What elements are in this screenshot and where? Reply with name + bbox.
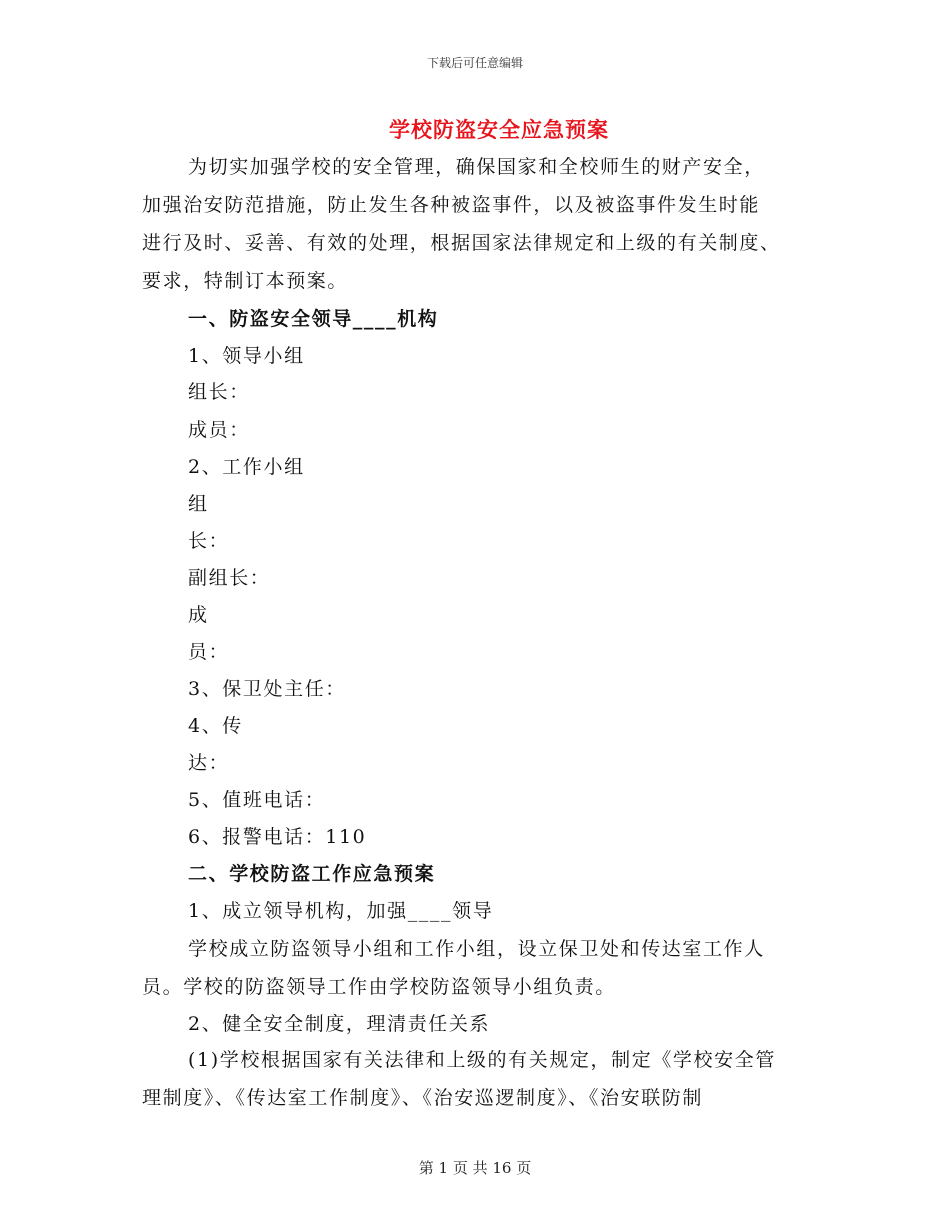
paragraph-line: 加强治安防范措施，防止发生各种被盗事件，以及被盗事件发生时能 — [142, 194, 761, 216]
list-item: 成员： — [188, 419, 250, 441]
list-item: 6、报警电话：110 — [188, 826, 367, 848]
paragraph-line: 为切实加强学校的安全管理，确保国家和全校师生的财产安全， — [188, 156, 765, 178]
list-item: 组 — [188, 493, 209, 515]
document-title: 学校防盗安全应急预案 — [389, 117, 609, 142]
list-item: 2、工作小组 — [188, 456, 305, 478]
list-item: 3、保卫处主任： — [188, 678, 346, 700]
list-item: 员： — [188, 641, 230, 663]
list-item: 1、成立领导机构，加强____领导 — [188, 900, 494, 922]
list-item: 5、值班电话： — [188, 789, 326, 811]
header-note: 下载后可任意编辑 — [426, 56, 523, 70]
section-heading: 一、防盗安全领导____机构 — [188, 308, 439, 330]
list-item: 成 — [188, 604, 209, 626]
list-item: 副组长： — [188, 567, 271, 589]
section-heading: 二、学校防盗工作应急预案 — [188, 863, 436, 885]
list-item: 2、健全安全制度，理清责任关系 — [188, 1013, 491, 1035]
list-item: 4、传 — [188, 715, 243, 737]
page-footer: 第 1 页 共 16 页 — [418, 1159, 532, 1177]
list-item: 达： — [188, 752, 230, 774]
list-item: 长： — [188, 530, 230, 552]
paragraph-line: 理制度》、《传达室工作制度》、《治安巡逻制度》、《治安联防制 — [142, 1087, 704, 1109]
paragraph-line: 要求，特制订本预案。 — [142, 270, 349, 292]
paragraph-line: 学校成立防盗领导小组和工作小组，设立保卫处和传达室工作人 — [188, 938, 765, 960]
paragraph-line: 员。学校的防盗领导工作由学校防盗领导小组负责。 — [142, 976, 616, 998]
list-item: 组长： — [188, 381, 250, 403]
list-item: 1、领导小组 — [188, 345, 305, 367]
paragraph-line: 进行及时、妥善、有效的处理，根据国家法律规定和上级的有关制度、 — [142, 232, 781, 254]
paragraph-line: (1)学校根据国家有关法律和上级的有关规定，制定《学校安全管 — [188, 1049, 776, 1071]
